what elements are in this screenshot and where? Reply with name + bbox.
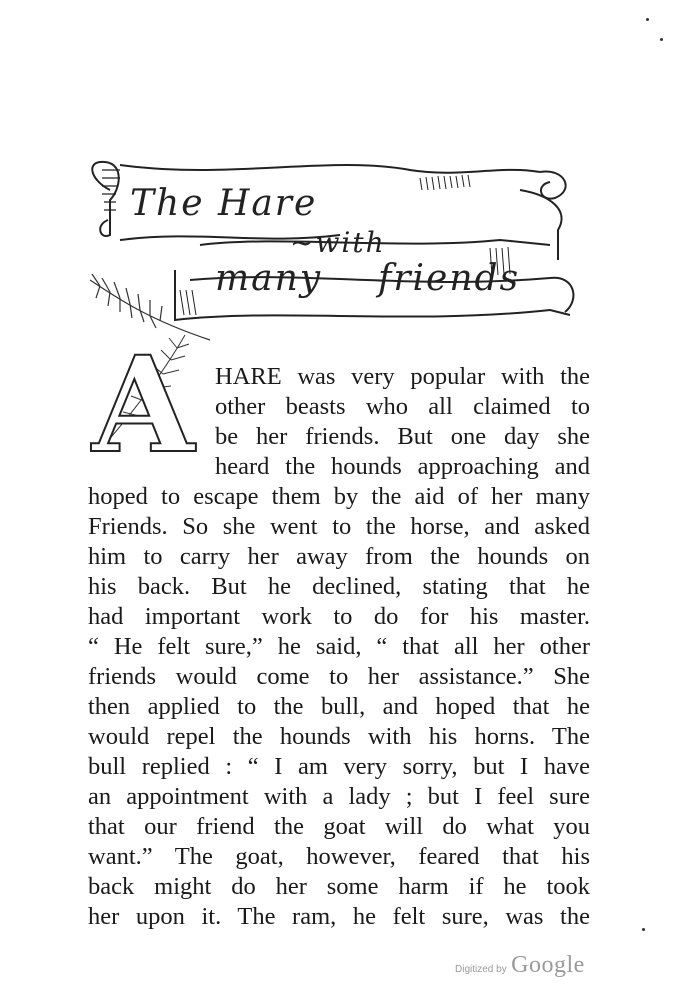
title-line-2: ~with [290, 226, 386, 259]
drop-cap: A [92, 328, 195, 483]
text-line: would repel the hounds with his horns. The [88, 723, 590, 750]
text-line: his back. But he declined, stating that he [88, 573, 590, 600]
text-line: other beasts who all claimed to [215, 393, 590, 420]
text-line: friends would come to her assistance.” She [88, 663, 590, 690]
text-line: back might do her some harm if he took [88, 873, 590, 900]
page-speck [642, 928, 645, 931]
text-line: him to carry her away from the hounds on [88, 543, 590, 570]
text-line: want.” The goat, however, feared that his [88, 843, 590, 870]
text-line: that our friend the goat will do what you [88, 813, 590, 840]
google-logo: Google [511, 952, 585, 978]
text-line: had important work to do for his master. [88, 603, 590, 630]
text-line: hoped to escape them by the aid of her many [88, 483, 590, 510]
text-line: her upon it. The ram, he felt sure, was the [88, 903, 590, 930]
title-line-3b: friends [378, 258, 521, 299]
page-speck [660, 38, 663, 41]
text-line: “ He felt sure,” he said, “ that all her other [88, 633, 590, 660]
text-line: HARE was very popular with the [215, 363, 590, 390]
text-line: then applied to the bull, and hoped that he [88, 693, 590, 720]
title-line-3a: many [215, 258, 323, 299]
text-line: an appointment with a lady ; but I feel sure [88, 783, 590, 810]
title-line-1: The Hare [130, 183, 318, 224]
text-line: be her friends. But one day she [215, 423, 590, 450]
digitized-label: Digitized by [455, 964, 507, 975]
page-speck [646, 18, 649, 21]
text-line: bull replied : “ I am very sorry, but I have [88, 753, 590, 780]
text-line: Friends. So she went to the horse, and asked [88, 513, 590, 540]
digitized-by-watermark [455, 952, 585, 979]
text-line: heard the hounds approaching and [215, 453, 590, 480]
